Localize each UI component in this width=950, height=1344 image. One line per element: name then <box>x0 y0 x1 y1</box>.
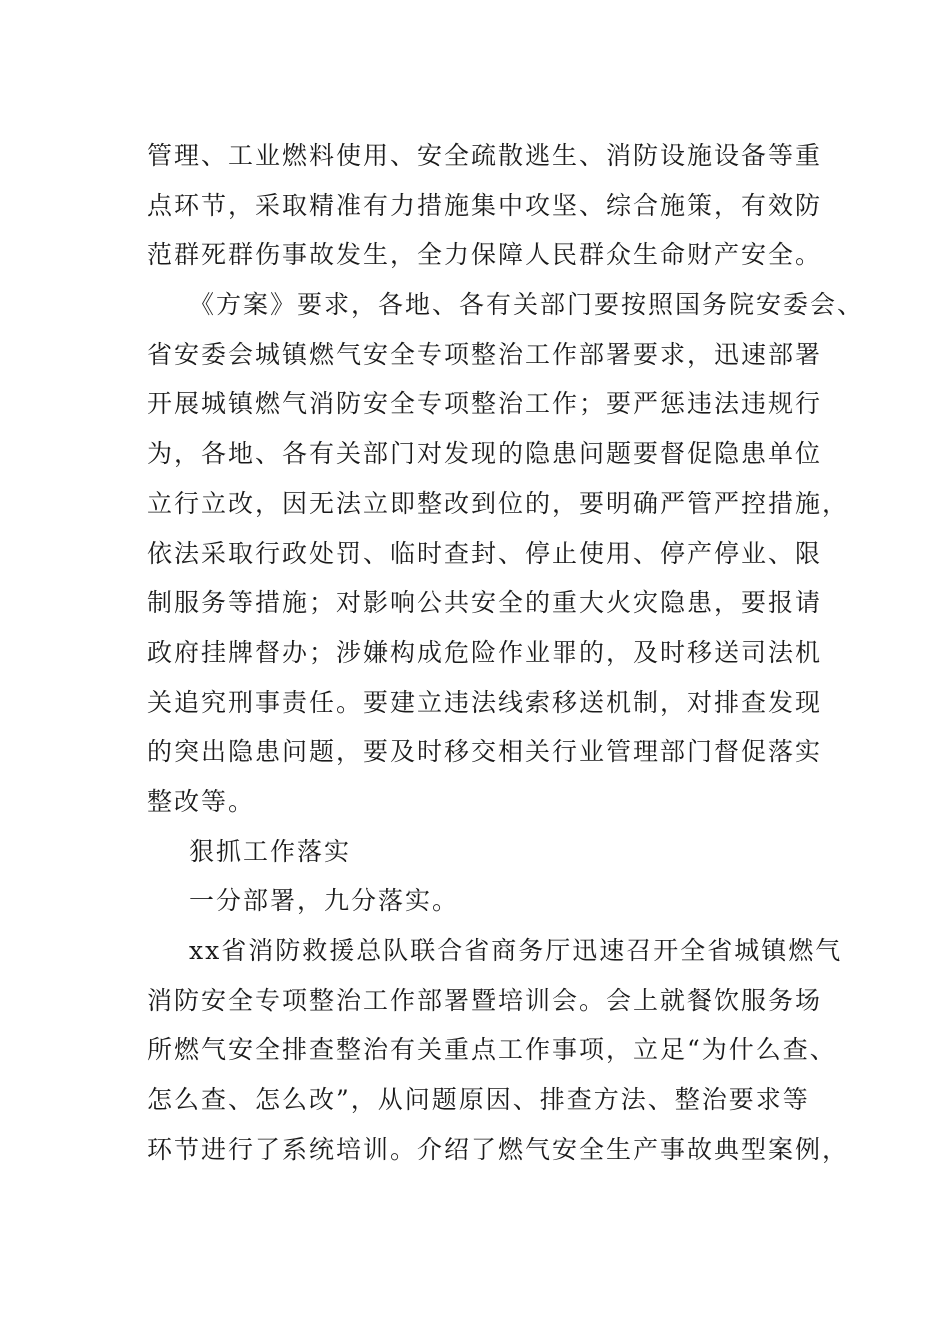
text-line: 环节进行了系统培训。介绍了燃气安全生产事故典型案例， <box>147 1134 850 1164</box>
text-line: 《方案》要求，各地、各有关部门要按照国务院安委会、 <box>189 290 865 320</box>
text-line: 的突出隐患问题，要及时移交相关行业管理部门督促落实 <box>147 737 823 767</box>
text-line: 整改等。 <box>147 786 256 816</box>
text-line: 依法采取行政处罚、临时查封、停止使用、停产停业、限 <box>147 538 823 568</box>
text-line: 所燃气安全排查整治有关重点工作事项，立足“为什么查、 <box>147 1035 837 1065</box>
text-line: 制服务等措施；对影响公共安全的重大火灾隐患，要报请 <box>147 588 823 618</box>
document-body <box>147 131 865 1174</box>
text-line: xx省消防救援总队联合省商务厅迅速召开全省城镇燃气 <box>189 936 843 965</box>
text-line: 消防安全专项整治工作部署暨培训会。会上就餐饮服务场 <box>147 985 823 1015</box>
text-line: 政府挂牌督办；涉嫌构成危险作业罪的，及时移送司法机 <box>147 637 823 667</box>
text-line: 点环节，采取精准有力措施集中攻坚、综合施策，有效防 <box>147 190 823 220</box>
text-line: 管理、工业燃料使用、安全疏散逃生、消防设施设备等重 <box>147 141 823 170</box>
text-line: 关追究刑事责任。要建立违法线索移送机制，对排查发现 <box>147 687 823 717</box>
text-line: 一分部署，九分落实。 <box>189 886 460 916</box>
text-line: 开展城镇燃气消防安全专项整治工作；要严惩违法违规行 <box>147 389 823 419</box>
text-line: 为，各地、各有关部门对发现的隐患问题要督促隐患单位 <box>147 439 823 469</box>
text-line: 立行立改，因无法立即整改到位的，要明确严管严控措施， <box>147 488 850 518</box>
text-line: 范群死群伤事故发生，全力保障人民群众生命财产安全。 <box>147 240 823 270</box>
text-line: 怎么查、怎么改”，从问题原因、排查方法、整治要求等 <box>147 1085 810 1115</box>
text-line: 省安委会城镇燃气安全专项整治工作部署要求，迅速部署 <box>147 339 823 369</box>
section-heading: 狠抓工作落实 <box>189 836 352 866</box>
